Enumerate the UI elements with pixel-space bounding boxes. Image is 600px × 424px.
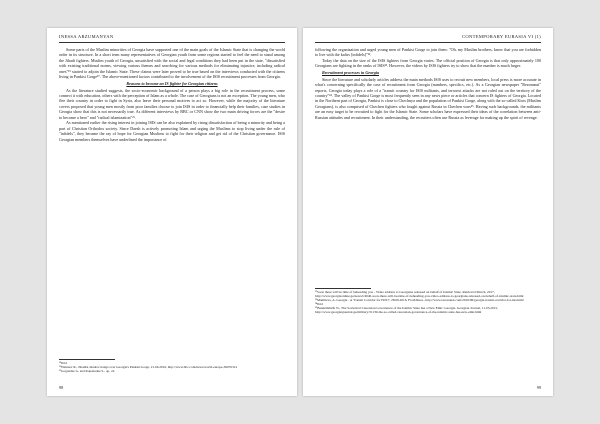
paragraph: Today the data on the size of the ISIS fighters from Georgia varies. The official position of Georgia is that only approximately 100 Georgians are fighting in the ranks of ISIS²³. However, the videos by ISIS fighters try to show that the number is much larger. (315, 57, 541, 69)
running-head-left: INESSA ARZUMANYAN (59, 34, 114, 39)
footnote: ²¹Goguadze G. and Kapanadze S., op. cit. (59, 369, 116, 374)
footnote: ¹⁹Ibid (59, 361, 67, 365)
footnotes (59, 357, 285, 373)
section-subhead: Recruitment processes in Georgia (322, 70, 379, 75)
right-page-body (315, 47, 541, 120)
right-page (303, 28, 553, 396)
header-rule (59, 42, 285, 43)
header-rule (315, 42, 541, 43)
left-page (47, 28, 297, 396)
footnote: ²²Soon there will be time of beheading you - Video address to Georgians released on behalf of Islamic State. Retrieved March, 2017, http://www.georgiaonline.ge/news/l/4040-soon-there-will-be-time-of-beheading-you-video-address-to-georgians-released-on-behalf-of-islamic-state.html (315, 290, 524, 299)
running-head-right: CONTEMPORARY EURASIA VI (1) (462, 34, 541, 39)
paragraph: Some parts of the Muslim minorities of Georgia have supported one of the main goals of the Islamic State that is changing the world order in its structure. In a short term many representatives of Georgian youth from some regions started to feel the need to stand among the Jihadi fighters. Muslim youth of Georgia, unsatisfied with the social and legal conditions they had been put in the state, "dissatisfied with existing traditional norms, viewing various themes and searching for various methods for eliminating injustice, including radical ones"¹⁹ started to adjoin the Islamic State. These claims were later proved to be true based on the interviews conducted with the citizens living in Pankisi Gorge²⁰. The above-mentioned factors contributed to the involvement of the ISIS recruitment processes from Georgia. (59, 47, 285, 80)
page-number: 98 (59, 385, 64, 390)
section-subhead: Reasons to become an IS fighter for Georgian citizens (126, 80, 218, 86)
paragraph: As mentioned earlier the rising interest in joining ISIS can be also explained by rising dissatisfaction of being a minority and being a part of Christian Orthodox society. Since Daesh is actively promoting Islam and urging the Muslims to stop living under the rule of "infidels", they became the ray of hope for Georgian Muslims to fight for their religion and get rid of the Christian governance. ISIS Georgian members themselves have underlined the importance of (59, 120, 285, 142)
footnote: ²⁴Ibid (315, 302, 323, 307)
footnote-rule (315, 288, 371, 289)
page-number: 99 (536, 385, 541, 390)
paragraph: As the literature studied suggests, the socio-economic background of a person plays a big role in the recruitment process, some connect it with education, others with the perception of Islam as a whole. The case of Georgians is not an exception. The young men, who flee their country in order to fight in Syria, also leave their personal motives to act so. However, while the majority of the literature covers proposed that young men mostly from poor families choose to join ISIS in order to financially help their families, case studies in Georgia show that this is not necessarily true. As different interviews by BBC or CNN show the two main driving forces are the "desire to become a hero" and "radical islamization"²¹. (59, 87, 286, 120)
left-page-body (59, 47, 285, 142)
footnotes (315, 286, 541, 315)
paragraph: following the organization and urged young men of Pankisi Gorge to join them: "Oh, my Muslim brothers, know that you are forbidden to live with the kafirs [infidels]"²². (315, 47, 541, 58)
footnote-rule (59, 359, 115, 360)
footnote: ²⁵Bandelishvili N., The Sovietical Caucasian Governance of the Islamic State has a New Emir: Georgia. Georgian Journal, 11.05.2015, http://www.georgianjournal.ge/military/31139-the-so-called-caucasian-governance-of-the-islamic-state-has-new-emir.html (315, 306, 498, 315)
footnote: ²⁰Dzutsev R., Jihadist shadow hangs over Georgia's Pankisi Gorge, 21.04.2016, http://www.bbc.com/news/world-europe-36035312 (59, 365, 238, 370)
footnote: ²³Mamlieva, A. Georgia - A 'Transit Corridor for ISIS?', 28.06.2016, Froth Russ., http://www.rezonansi.com/2016/06/georgia-transit-corridor-for-isis.html (315, 298, 524, 303)
paragraph: Since the literature and scholarly articles address the main methods ISIS uses to recruit new members, local press is more accurate in what's concerning specifically the case of recruitment from Georgia (numbers, specifics, etc.). As a Georgian newspaper "Rezonansi" reports, Georgia today plays a role of a "transit country for ISIS militants, and terrorist attacks are not ruled out on the territory of the country"²⁴. The valley of Pankisi Gorge is most frequently seen in any news piece or articles that concern IS fighters of Georgia. Located in the Northern part of Georgia, Pankisi is close to Chechnya and the population of Pankisi Gorge, along with the so-called Kists (Muslim Georgians), is also comprised of Chechen fighters who fought against Russia in Chechen wars²⁵. Having such backgrounds, the militants are an easy target to be recruited to fight for the Islamic State. Some scholars have expressed their ideas of the correlation between anti-Russian attitudes and recruitment. In their understanding, the recruiters often use Russia as leverage for making up the spirit of revenge. (315, 76, 541, 120)
